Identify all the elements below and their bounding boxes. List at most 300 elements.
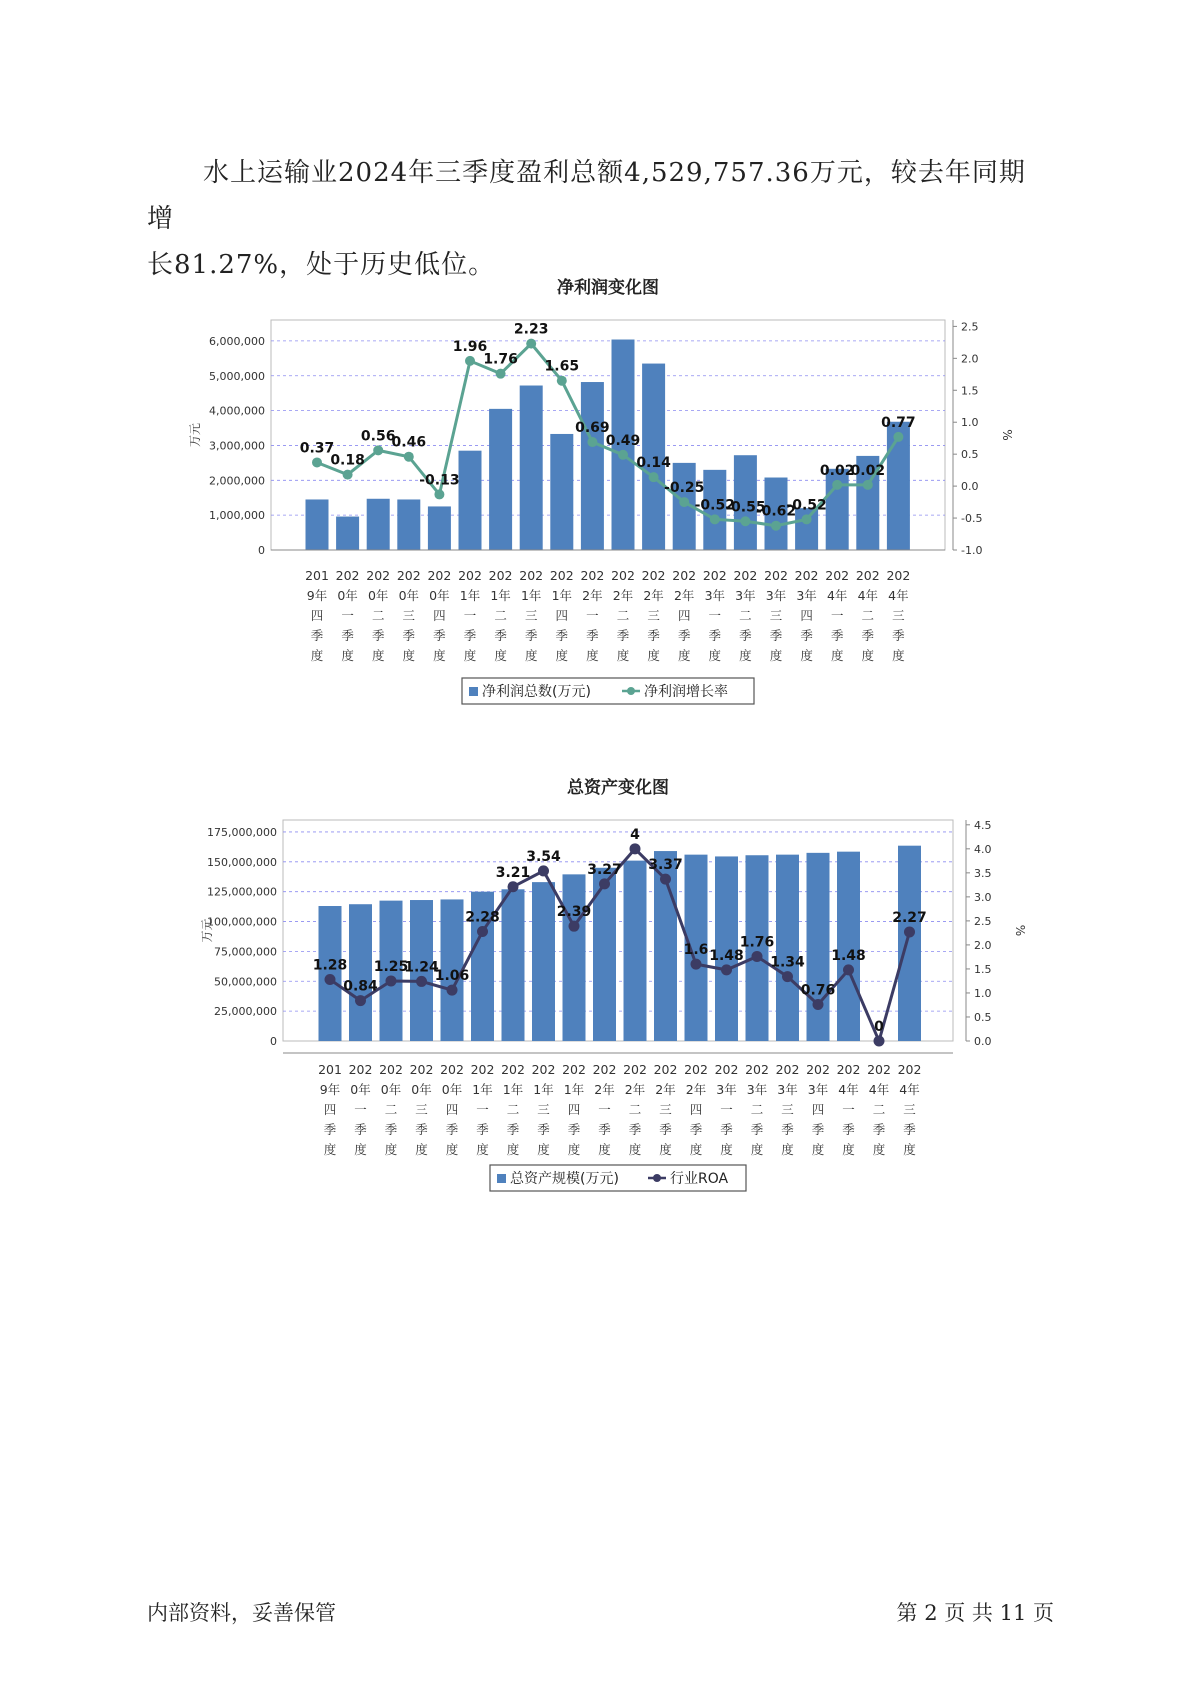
svg-text:202: 202 <box>702 568 727 583</box>
svg-text:度: 度 <box>903 1142 916 1157</box>
x-tick-label <box>703 568 727 663</box>
x-tick-label <box>427 568 451 663</box>
data-label: 1.28 <box>312 957 348 974</box>
svg-text:季: 季 <box>567 1122 581 1137</box>
summary-paragraph <box>147 150 1047 288</box>
svg-text:度: 度 <box>463 648 477 663</box>
y-tick-label: 175,000,000 <box>207 825 277 839</box>
svg-text:二: 二 <box>628 1102 642 1117</box>
line-point <box>587 437 597 447</box>
line-point <box>465 356 475 366</box>
svg-text:202: 202 <box>794 568 819 583</box>
svg-text:度: 度 <box>402 648 416 663</box>
data-label: 1.24 <box>404 959 439 976</box>
svg-text:三: 三 <box>892 608 905 623</box>
line-point <box>538 865 549 876</box>
y-tick-label: 5,000,000 <box>209 369 265 383</box>
bar <box>397 499 420 550</box>
svg-text:度: 度 <box>506 1142 520 1157</box>
svg-text:四: 四 <box>433 608 446 623</box>
svg-text:四: 四 <box>555 608 569 623</box>
svg-text:2年: 2年 <box>594 1082 615 1097</box>
legend <box>490 1165 746 1191</box>
svg-text:202: 202 <box>366 568 391 583</box>
line-point <box>649 472 659 482</box>
svg-text:202: 202 <box>470 1062 495 1077</box>
svg-text:4年: 4年 <box>826 588 848 603</box>
svg-text:度: 度 <box>323 1142 337 1157</box>
x-tick-label <box>837 1062 861 1157</box>
y-tick-label: 100,000,000 <box>207 915 277 929</box>
y2-tick-label: 1.5 <box>961 384 979 398</box>
x-tick-label <box>593 1062 617 1157</box>
y-tick-label: 0 <box>258 544 265 557</box>
line-point <box>904 926 915 937</box>
line-point <box>325 974 336 985</box>
svg-text:季: 季 <box>739 628 752 643</box>
svg-text:三: 三 <box>659 1102 672 1117</box>
y-axis-label: 万元 <box>188 422 202 448</box>
svg-text:一: 一 <box>354 1102 367 1117</box>
svg-text:202: 202 <box>672 568 697 583</box>
line-point <box>569 921 580 932</box>
svg-text:三: 三 <box>524 608 538 623</box>
x-tick-label <box>501 1062 525 1157</box>
svg-text:季: 季 <box>310 628 324 643</box>
svg-text:度: 度 <box>567 1142 581 1157</box>
svg-text:202: 202 <box>611 568 635 583</box>
bar <box>459 451 482 550</box>
total-assets-chart <box>0 770 1191 1210</box>
svg-text:2年: 2年 <box>655 1082 676 1097</box>
line-point <box>874 1036 885 1047</box>
data-label: 0.84 <box>343 978 378 995</box>
svg-text:0年: 0年 <box>441 1082 463 1097</box>
y2-axis-label: % <box>1013 924 1027 937</box>
svg-text:季: 季 <box>506 1122 520 1137</box>
line-point <box>496 369 506 379</box>
bar <box>550 434 573 550</box>
line-point <box>843 964 854 975</box>
x-tick-label <box>397 568 421 663</box>
x-tick-label <box>410 1062 434 1157</box>
svg-text:1年: 1年 <box>563 1082 585 1097</box>
svg-text:季: 季 <box>659 1122 672 1137</box>
svg-text:度: 度 <box>555 648 569 663</box>
svg-text:度: 度 <box>494 648 507 663</box>
svg-text:202: 202 <box>684 1062 708 1077</box>
bar <box>336 517 359 550</box>
svg-text:4年: 4年 <box>888 588 909 603</box>
svg-text:度: 度 <box>750 1142 764 1157</box>
x-tick-label <box>366 568 390 663</box>
data-label: 0.18 <box>330 452 365 469</box>
x-tick-label <box>898 1062 922 1157</box>
x-tick-label <box>550 568 574 663</box>
svg-text:季: 季 <box>830 628 844 643</box>
x-tick-label <box>733 568 757 663</box>
svg-text:四: 四 <box>310 608 324 623</box>
svg-text:度: 度 <box>842 1142 855 1157</box>
line-point <box>508 881 519 892</box>
bar <box>349 904 372 1041</box>
line-point <box>373 445 383 455</box>
svg-text:202: 202 <box>825 568 850 583</box>
svg-text:度: 度 <box>310 648 324 663</box>
svg-text:季: 季 <box>892 628 905 643</box>
svg-text:202: 202 <box>379 1062 403 1077</box>
svg-text:202: 202 <box>733 568 758 583</box>
svg-text:202: 202 <box>580 568 605 583</box>
data-label: 0.14 <box>636 455 671 472</box>
line-point <box>813 999 824 1010</box>
svg-text:四: 四 <box>323 1102 337 1117</box>
svg-text:度: 度 <box>445 1142 459 1157</box>
svg-text:二: 二 <box>371 608 385 623</box>
svg-text:度: 度 <box>524 648 538 663</box>
svg-text:202: 202 <box>714 1062 739 1077</box>
svg-text:三: 三 <box>903 1102 916 1117</box>
svg-text:季: 季 <box>872 1122 886 1137</box>
svg-text:202: 202 <box>549 568 574 583</box>
svg-text:0年: 0年 <box>398 588 420 603</box>
svg-text:季: 季 <box>842 1122 855 1137</box>
x-tick-label <box>580 568 604 663</box>
x-tick-label <box>623 1062 647 1157</box>
svg-text:季: 季 <box>555 628 569 643</box>
data-label: -0.55 <box>725 499 766 516</box>
line-point <box>893 432 903 442</box>
x-tick-label <box>642 568 666 663</box>
data-label: 1.06 <box>434 968 470 985</box>
svg-text:202: 202 <box>806 1062 830 1077</box>
svg-text:1年: 1年 <box>520 588 542 603</box>
y-tick-label: 2,000,000 <box>209 474 265 488</box>
svg-text:3年: 3年 <box>807 1082 829 1097</box>
x-tick-label <box>806 1062 830 1157</box>
svg-text:0年: 0年 <box>380 1082 402 1097</box>
y2-tick-label: 3.5 <box>974 866 992 880</box>
svg-text:0年: 0年 <box>350 1082 371 1097</box>
svg-text:2年: 2年 <box>612 588 634 603</box>
x-tick-label <box>532 1062 556 1157</box>
svg-text:一: 一 <box>842 1102 855 1117</box>
svg-text:三: 三 <box>402 608 416 623</box>
svg-text:季: 季 <box>371 628 385 643</box>
bar <box>837 852 860 1041</box>
svg-text:3年: 3年 <box>735 588 756 603</box>
legend-label-line: 净利润增长率 <box>644 684 728 700</box>
svg-text:季: 季 <box>903 1122 916 1137</box>
y2-tick-label: 2.0 <box>974 938 992 952</box>
svg-text:度: 度 <box>659 1142 672 1157</box>
svg-text:季: 季 <box>537 1122 550 1137</box>
data-label: -0.52 <box>694 497 735 514</box>
data-label: 1.76 <box>483 351 518 368</box>
y-tick-label: 3,000,000 <box>209 439 265 453</box>
data-label: 0.49 <box>605 432 641 449</box>
data-label: 1.6 <box>683 942 709 959</box>
svg-text:一: 一 <box>598 1102 611 1117</box>
svg-text:1年: 1年 <box>459 588 481 603</box>
svg-text:季: 季 <box>708 628 722 643</box>
svg-text:季: 季 <box>415 1122 428 1137</box>
svg-text:202: 202 <box>764 568 788 583</box>
svg-text:度: 度 <box>384 1142 398 1157</box>
bar <box>624 861 647 1041</box>
y2-tick-label: 2.5 <box>961 320 979 334</box>
bar <box>520 386 543 550</box>
x-tick-label <box>886 568 910 663</box>
svg-text:0年: 0年 <box>337 588 358 603</box>
y2-tick-label: 2.0 <box>961 352 979 366</box>
svg-text:季: 季 <box>720 1122 733 1137</box>
line-point <box>752 951 763 962</box>
svg-text:度: 度 <box>861 648 875 663</box>
svg-text:三: 三 <box>537 1102 550 1117</box>
x-tick-label <box>867 1062 891 1157</box>
x-tick-label <box>519 568 543 663</box>
line-point <box>802 514 812 524</box>
data-label: 1.48 <box>831 947 866 964</box>
data-label: -0.13 <box>419 472 460 489</box>
x-tick-label <box>458 568 482 663</box>
bar <box>581 382 604 550</box>
svg-text:3年: 3年 <box>777 1082 798 1097</box>
x-tick-label <box>336 568 360 663</box>
svg-text:季: 季 <box>402 628 416 643</box>
svg-text:季: 季 <box>616 628 630 643</box>
data-label: 0.77 <box>881 414 916 431</box>
svg-text:度: 度 <box>598 1142 611 1157</box>
y-tick-label: 25,000,000 <box>214 1005 277 1019</box>
y2-tick-label: -0.5 <box>961 512 983 526</box>
svg-text:二: 二 <box>616 608 630 623</box>
svg-text:二: 二 <box>739 608 752 623</box>
svg-text:度: 度 <box>769 648 783 663</box>
svg-text:度: 度 <box>433 648 446 663</box>
svg-text:度: 度 <box>720 1142 733 1157</box>
x-tick-label <box>318 1062 342 1157</box>
data-label: 2.23 <box>513 321 549 338</box>
data-label: 1.48 <box>709 947 744 964</box>
line-point <box>691 959 702 970</box>
bar <box>489 409 512 550</box>
svg-text:1年: 1年 <box>502 1082 524 1097</box>
y-tick-label: 50,000,000 <box>214 975 277 989</box>
svg-text:202: 202 <box>531 1062 556 1077</box>
svg-text:度: 度 <box>415 1142 428 1157</box>
x-tick-label <box>795 568 819 663</box>
svg-text:一: 一 <box>720 1102 733 1117</box>
svg-text:季: 季 <box>811 1122 825 1137</box>
data-label: -0.25 <box>664 480 705 497</box>
x-tick-label <box>471 1062 495 1157</box>
data-label: -0.52 <box>786 497 827 514</box>
y2-tick-label: 0.5 <box>974 1010 992 1024</box>
svg-text:度: 度 <box>586 648 599 663</box>
svg-text:4年: 4年 <box>899 1082 920 1097</box>
y-axis-label: 万元 <box>200 918 214 943</box>
svg-text:2年: 2年 <box>582 588 603 603</box>
svg-text:三: 三 <box>781 1102 794 1117</box>
svg-text:202: 202 <box>592 1062 617 1077</box>
line-point <box>771 521 781 531</box>
svg-text:202: 202 <box>745 1062 769 1077</box>
svg-text:3年: 3年 <box>746 1082 768 1097</box>
svg-text:季: 季 <box>341 628 354 643</box>
data-label: 2.27 <box>892 909 927 926</box>
svg-text:三: 三 <box>647 608 660 623</box>
svg-text:度: 度 <box>892 648 905 663</box>
svg-text:度: 度 <box>476 1142 489 1157</box>
x-tick-label <box>776 1062 800 1157</box>
data-label: 0.46 <box>391 434 427 451</box>
x-tick-label <box>379 1062 403 1157</box>
svg-text:4年: 4年 <box>838 1082 859 1097</box>
data-label: 0.02 <box>850 462 886 479</box>
data-label: 0.56 <box>360 428 396 445</box>
y2-tick-label: 4.5 <box>974 818 992 832</box>
total-assets-chart-svg <box>0 770 1191 1210</box>
svg-text:四: 四 <box>567 1102 581 1117</box>
svg-text:季: 季 <box>598 1122 611 1137</box>
y2-tick-label: 4.0 <box>974 842 992 856</box>
svg-text:四: 四 <box>800 608 813 623</box>
chart-title: 总资产变化图 <box>567 778 669 798</box>
svg-text:一: 一 <box>586 608 599 623</box>
legend-swatch-bar <box>469 687 478 696</box>
line-point <box>477 926 488 937</box>
y-tick-label: 4,000,000 <box>209 404 265 418</box>
svg-text:3年: 3年 <box>716 1082 737 1097</box>
svg-text:季: 季 <box>677 628 691 643</box>
y-tick-label: 1,000,000 <box>209 509 265 523</box>
svg-text:一: 一 <box>476 1102 489 1117</box>
svg-text:季: 季 <box>689 1122 703 1137</box>
svg-text:度: 度 <box>811 1142 825 1157</box>
svg-text:3年: 3年 <box>704 588 726 603</box>
svg-text:202: 202 <box>867 1062 891 1077</box>
x-tick-label <box>440 1062 464 1157</box>
y-tick-label: 0 <box>270 1035 277 1048</box>
svg-text:0年: 0年 <box>367 588 389 603</box>
svg-text:二: 二 <box>506 1102 520 1117</box>
svg-text:202: 202 <box>562 1062 586 1077</box>
data-label: 0.76 <box>800 982 836 999</box>
svg-text:度: 度 <box>371 648 385 663</box>
svg-text:度: 度 <box>628 1142 642 1157</box>
svg-text:202: 202 <box>653 1062 678 1077</box>
y-tick-label: 150,000,000 <box>207 855 277 869</box>
summary-line-1: 水上运输业2024年三季度盈利总额4,529,757.36万元，较去年同期增 <box>147 158 1026 234</box>
svg-text:1年: 1年 <box>472 1082 493 1097</box>
y2-tick-label: 0.5 <box>961 448 979 462</box>
bar <box>898 846 921 1041</box>
data-label: 1.96 <box>452 338 488 355</box>
y-tick-label: 125,000,000 <box>207 885 277 899</box>
data-label: 2.39 <box>556 904 592 921</box>
line-point <box>386 975 397 986</box>
line-point <box>618 450 628 460</box>
net-profit-chart <box>0 270 1191 720</box>
data-label: 1.65 <box>544 358 580 375</box>
svg-text:度: 度 <box>677 648 691 663</box>
data-label: 1.25 <box>373 958 409 975</box>
footer-page-number: 第 2 页 共 11 页 <box>896 1601 1054 1625</box>
svg-text:度: 度 <box>708 648 722 663</box>
line-point <box>710 514 720 524</box>
y2-tick-label: 1.5 <box>974 962 992 976</box>
svg-text:二: 二 <box>872 1102 886 1117</box>
y2-tick-label: 2.5 <box>974 914 992 928</box>
line-point <box>679 497 689 507</box>
svg-text:9年: 9年 <box>306 588 328 603</box>
x-tick-label <box>856 568 880 663</box>
svg-text:202: 202 <box>855 568 880 583</box>
y2-tick-label: 0.0 <box>961 480 979 494</box>
svg-text:202: 202 <box>886 568 911 583</box>
data-label: 0.02 <box>819 462 855 479</box>
svg-text:季: 季 <box>433 628 446 643</box>
data-label: 0 <box>874 1019 884 1035</box>
svg-text:度: 度 <box>689 1142 703 1157</box>
svg-text:季: 季 <box>769 628 783 643</box>
x-tick-label <box>654 1062 678 1157</box>
y-tick-label: 75,000,000 <box>214 945 277 959</box>
svg-text:202: 202 <box>409 1062 434 1077</box>
legend-label-bar: 净利润总数(万元) <box>482 684 591 700</box>
svg-text:二: 二 <box>750 1102 764 1117</box>
data-label: 3.27 <box>587 861 622 878</box>
svg-text:季: 季 <box>476 1122 489 1137</box>
svg-text:四: 四 <box>689 1102 703 1117</box>
svg-text:202: 202 <box>348 1062 373 1077</box>
svg-text:度: 度 <box>354 1142 367 1157</box>
x-tick-label <box>825 568 849 663</box>
x-tick-label <box>611 568 635 663</box>
svg-text:度: 度 <box>872 1142 886 1157</box>
x-tick-label <box>764 568 788 663</box>
footer-confidential: 内部资料，妥善保管 <box>147 1601 336 1625</box>
data-label: 4 <box>630 826 640 843</box>
svg-text:202: 202 <box>623 1062 647 1077</box>
svg-text:202: 202 <box>335 568 360 583</box>
svg-text:202: 202 <box>488 568 513 583</box>
svg-text:202: 202 <box>427 568 452 583</box>
svg-text:2年: 2年 <box>643 588 664 603</box>
svg-text:二: 二 <box>494 608 507 623</box>
legend-label-bar: 总资产规模(万元) <box>510 1171 619 1187</box>
x-tick-label <box>715 1062 739 1157</box>
line-point <box>447 985 458 996</box>
line-point <box>355 995 366 1006</box>
summary-line-2: 长81.27%，处于历史低位。 <box>147 250 496 280</box>
line-point <box>416 976 427 987</box>
y2-tick-label: 1.0 <box>974 986 992 1000</box>
svg-text:季: 季 <box>781 1122 794 1137</box>
svg-text:四: 四 <box>445 1102 459 1117</box>
svg-text:季: 季 <box>750 1122 764 1137</box>
data-label: 3.21 <box>495 864 531 881</box>
x-tick-label <box>349 1062 373 1157</box>
svg-text:2年: 2年 <box>624 1082 646 1097</box>
svg-text:度: 度 <box>616 648 630 663</box>
svg-text:202: 202 <box>897 1062 922 1077</box>
svg-text:202: 202 <box>396 568 421 583</box>
data-label: 3.54 <box>526 848 561 865</box>
svg-text:三: 三 <box>415 1102 428 1117</box>
